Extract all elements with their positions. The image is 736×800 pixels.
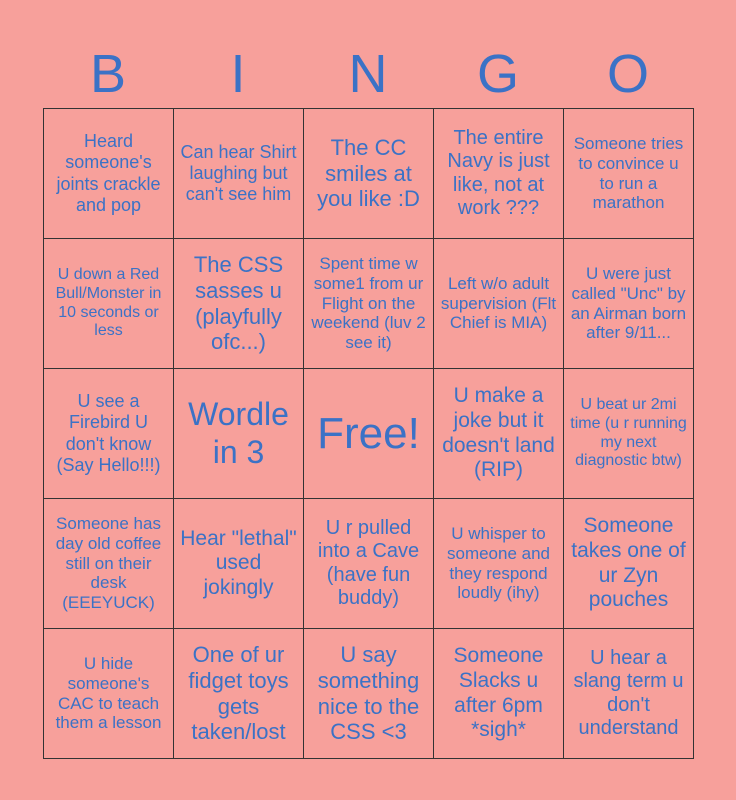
bingo-cell-r5c3[interactable]: U say something nice to the CSS <3 [304,629,434,759]
bingo-cell-r3c2[interactable]: Wordle in 3 [174,369,304,499]
bingo-cell-r2c1[interactable]: U down a Red Bull/Monster in 10 seconds or less [44,239,174,369]
bingo-cell-r1c1[interactable]: Heard someone's joints crackle and pop [44,109,174,239]
bingo-cell-r5c5[interactable]: U hear a slang term u don't understand [564,629,694,759]
bingo-header [43,40,693,108]
header-letter-g: G [476,44,519,104]
bingo-cell-r4c4[interactable]: U whisper to someone and they respond loudly (ihy) [434,499,564,629]
header-letter-i: I [230,44,246,104]
bingo-cell-r2c3[interactable]: Spent time w some1 from ur Flight on the weekend (luv 2 see it) [304,239,434,369]
header-letter-o: O [606,44,649,104]
bingo-cell-r3c5[interactable]: U beat ur 2mi time (u r running my next diagnostic btw) [564,369,694,499]
bingo-cell-r3c1[interactable]: U see a Firebird U don't know (Say Hello!!!) [44,369,174,499]
bingo-board [43,108,694,759]
bingo-cell-r3c4[interactable]: U make a joke but it doesn't land (RIP) [434,369,564,499]
bingo-cell-r5c4[interactable]: Someone Slacks u after 6pm *sigh* [434,629,564,759]
header-letter-b: B [89,44,127,104]
bingo-cell-r2c4[interactable]: Left w/o adult supervision (Flt Chief is MIA) [434,239,564,369]
bingo-cell-free[interactable]: Free! [304,369,434,499]
bingo-cell-r4c5[interactable]: Someone takes one of ur Zyn pouches [564,499,694,629]
bingo-cell-r2c5[interactable]: U were just called "Unc" by an Airman born after 9/11... [564,239,694,369]
bingo-cell-r4c3[interactable]: U r pulled into a Cave (have fun buddy) [304,499,434,629]
bingo-cell-r5c1[interactable]: U hide someone's CAC to teach them a lesson [44,629,174,759]
header-letter-n: N [348,44,388,104]
bingo-cell-r4c2[interactable]: Hear "lethal" used jokingly [174,499,304,629]
bingo-cell-r2c2[interactable]: The CSS sasses u (playfully ofc...) [174,239,304,369]
bingo-cell-r1c3[interactable]: The CC smiles at you like :D [304,109,434,239]
bingo-cell-r5c2[interactable]: One of ur fidget toys gets taken/lost [174,629,304,759]
bingo-cell-r1c5[interactable]: Someone tries to convince u to run a marathon [564,109,694,239]
bingo-cell-r1c4[interactable]: The entire Navy is just like, not at work ??? [434,109,564,239]
bingo-cell-r1c2[interactable]: Can hear Shirt laughing but can't see him [174,109,304,239]
bingo-cell-r4c1[interactable]: Someone has day old coffee still on their desk (EEEYUCK) [44,499,174,629]
